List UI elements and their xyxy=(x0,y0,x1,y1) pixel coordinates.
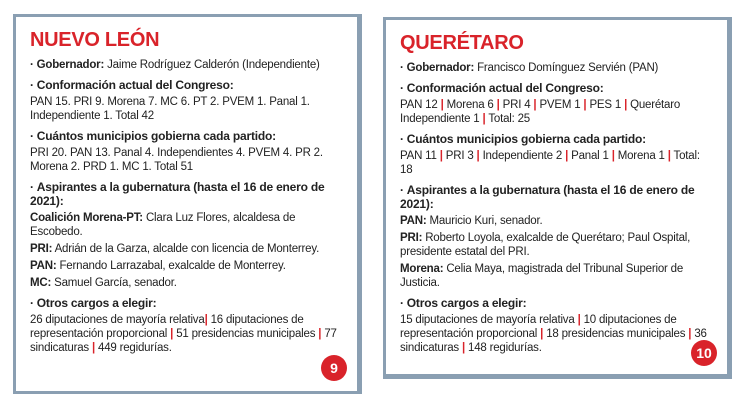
aspirante-item xyxy=(30,211,343,239)
page-number-badge: 9 xyxy=(321,355,347,381)
bullet-dot: · xyxy=(400,62,404,74)
separator: | xyxy=(688,328,692,340)
separator: | xyxy=(565,150,569,162)
otros-heading xyxy=(400,296,713,310)
congreso-heading xyxy=(400,81,713,95)
aspirante-item xyxy=(400,214,713,228)
congreso-item: Morena 6 xyxy=(446,99,494,111)
otros-heading-text: Otros cargos a elegir: xyxy=(406,296,527,310)
bullet-dot: · xyxy=(400,81,404,95)
separator: | xyxy=(583,99,587,111)
municipios-heading xyxy=(400,132,713,146)
otros-item: 18 presidencias municipales xyxy=(546,328,686,340)
bullet-dot: · xyxy=(30,129,34,143)
otros-item: 26 diputaciones de mayoría relativa xyxy=(30,314,205,326)
municipios-heading xyxy=(30,129,343,143)
bullet-dot: · xyxy=(30,296,34,310)
aspirante-text: Clara Luz Flores, alcaldesa de Escobedo. xyxy=(30,212,296,238)
aspirante-party: PRI: xyxy=(400,232,423,244)
municipios-heading-text: Cuántos municipios gobierna cada partido: xyxy=(36,129,276,143)
gobernador-label: Gobernador: xyxy=(36,59,105,71)
municipios-item: Morena 1 xyxy=(617,150,665,162)
otros-text xyxy=(30,313,343,355)
separator: | xyxy=(318,328,322,340)
card-queretaro xyxy=(383,17,732,379)
aspirante-party: PAN: xyxy=(400,215,427,227)
congreso-text: PAN 15. PRI 9. Morena 7. MC 6. PT 2. PVEM 1. Panal 1. Independiente 1. Total 42 xyxy=(30,96,310,122)
aspirante-party: Morena: xyxy=(400,263,444,275)
otros-text xyxy=(400,313,713,355)
otros-heading-text: Otros cargos a elegir: xyxy=(36,296,157,310)
aspirante-text: Adrián de la Garza, alcalde con licencia de Monterrey. xyxy=(54,243,320,255)
bullet-dot: · xyxy=(30,78,34,92)
aspirante-party: MC: xyxy=(30,277,52,289)
otros-item: 51 presidencias municipales xyxy=(176,328,316,340)
separator: | xyxy=(439,150,443,162)
aspirante-item xyxy=(30,242,343,256)
aspirantes-heading-text: Aspirantes a la gubernatura (hasta el 16 de enero de 2021): xyxy=(30,180,325,208)
separator: | xyxy=(204,314,208,326)
separator: | xyxy=(577,314,581,326)
gobernador-label: Gobernador: xyxy=(406,62,475,74)
otros-item: 449 regidurías. xyxy=(98,342,172,354)
otros-heading xyxy=(30,296,343,310)
aspirante-text: Celia Maya, magistrada del Tribunal Superior de Justicia. xyxy=(400,263,684,289)
gobernador-row xyxy=(30,58,343,72)
gobernador-row xyxy=(400,61,713,75)
aspirante-text: Fernando Larrazabal, exalcalde de Monterrey. xyxy=(59,260,286,272)
otros-item: 77 sindicaturas xyxy=(30,328,337,354)
otros-item: 148 regidurías. xyxy=(468,342,542,354)
otros-item: 16 diputaciones de representación proporcional xyxy=(30,314,304,340)
congreso-item: PVEM 1 xyxy=(539,99,581,111)
municipios-heading-text: Cuántos municipios gobierna cada partido: xyxy=(406,132,646,146)
congreso-item: Querétaro Independiente 1 xyxy=(400,99,681,125)
congreso-heading xyxy=(30,78,343,92)
separator: | xyxy=(533,99,537,111)
congreso-item: Total: 25 xyxy=(488,113,531,125)
separator: | xyxy=(482,113,486,125)
bullet-dot: · xyxy=(400,296,404,310)
congreso-text xyxy=(400,98,713,126)
aspirantes-heading-text: Aspirantes a la gubernatura (hasta el 16 de enero de 2021): xyxy=(400,183,695,211)
aspirantes-heading xyxy=(400,183,713,211)
congreso-heading-text: Conformación actual del Congreso: xyxy=(36,78,234,92)
municipios-item: PRI 3 xyxy=(445,150,474,162)
bullet-dot: · xyxy=(400,183,404,197)
aspirantes-heading xyxy=(30,180,343,208)
separator: | xyxy=(611,150,615,162)
congreso-heading-text: Conformación actual del Congreso: xyxy=(406,81,604,95)
municipios-item: Panal 1 xyxy=(571,150,609,162)
aspirante-party: PRI: xyxy=(30,243,53,255)
state-title: NUEVO LEÓN xyxy=(30,29,160,51)
otros-item: 36 sindicaturas xyxy=(400,328,707,354)
separator: | xyxy=(624,99,628,111)
card-content xyxy=(400,32,713,358)
otros-item: 10 diputaciones de representación proporcional xyxy=(400,314,677,340)
card-content xyxy=(30,29,343,358)
municipios-text: PRI 20. PAN 13. Panal 4. Independientes 4. PVEM 4. PR 2. Morena 2. PRD 1. MC 1. Total 51 xyxy=(30,147,323,173)
municipios-item: PAN 11 xyxy=(400,150,437,162)
separator: | xyxy=(91,342,95,354)
separator: | xyxy=(667,150,671,162)
state-title: QUERÉTARO xyxy=(400,32,524,54)
aspirante-item xyxy=(30,276,343,290)
bullet-dot: · xyxy=(400,132,404,146)
congreso-item: PAN 12 xyxy=(400,99,438,111)
otros-item: 15 diputaciones de mayoría relativa xyxy=(400,314,575,326)
separator: | xyxy=(440,99,444,111)
aspirante-party: PAN: xyxy=(30,260,57,272)
page-number-badge: 10 xyxy=(691,340,717,366)
aspirante-item xyxy=(30,259,343,273)
municipios-text xyxy=(400,149,713,177)
separator: | xyxy=(476,150,480,162)
gobernador-value: Jaime Rodríguez Calderón (Independiente) xyxy=(107,59,320,71)
municipios-item: Total: 18 xyxy=(400,150,700,176)
aspirante-text: Roberto Loyola, exalcalde de Querétaro; Paul Ospital, presidente estatal del PRI. xyxy=(400,232,691,258)
congreso-item: PRI 4 xyxy=(502,99,531,111)
aspirante-party: Coalición Morena-PT: xyxy=(30,212,143,224)
congreso-item: PES 1 xyxy=(589,99,622,111)
separator: | xyxy=(540,328,544,340)
separator: | xyxy=(170,328,174,340)
aspirante-text: Samuel García, senador. xyxy=(54,277,177,289)
separator: | xyxy=(496,99,500,111)
aspirante-text: Mauricio Kuri, senador. xyxy=(429,215,543,227)
aspirante-item xyxy=(400,231,713,259)
separator: | xyxy=(461,342,465,354)
gobernador-value: Francisco Domínguez Servién (PAN) xyxy=(477,62,659,74)
aspirante-item xyxy=(400,262,713,290)
bullet-dot: · xyxy=(30,59,34,71)
bullet-dot: · xyxy=(30,180,34,194)
card-nuevo-leon xyxy=(13,14,362,394)
municipios-item: Independiente 2 xyxy=(482,150,563,162)
